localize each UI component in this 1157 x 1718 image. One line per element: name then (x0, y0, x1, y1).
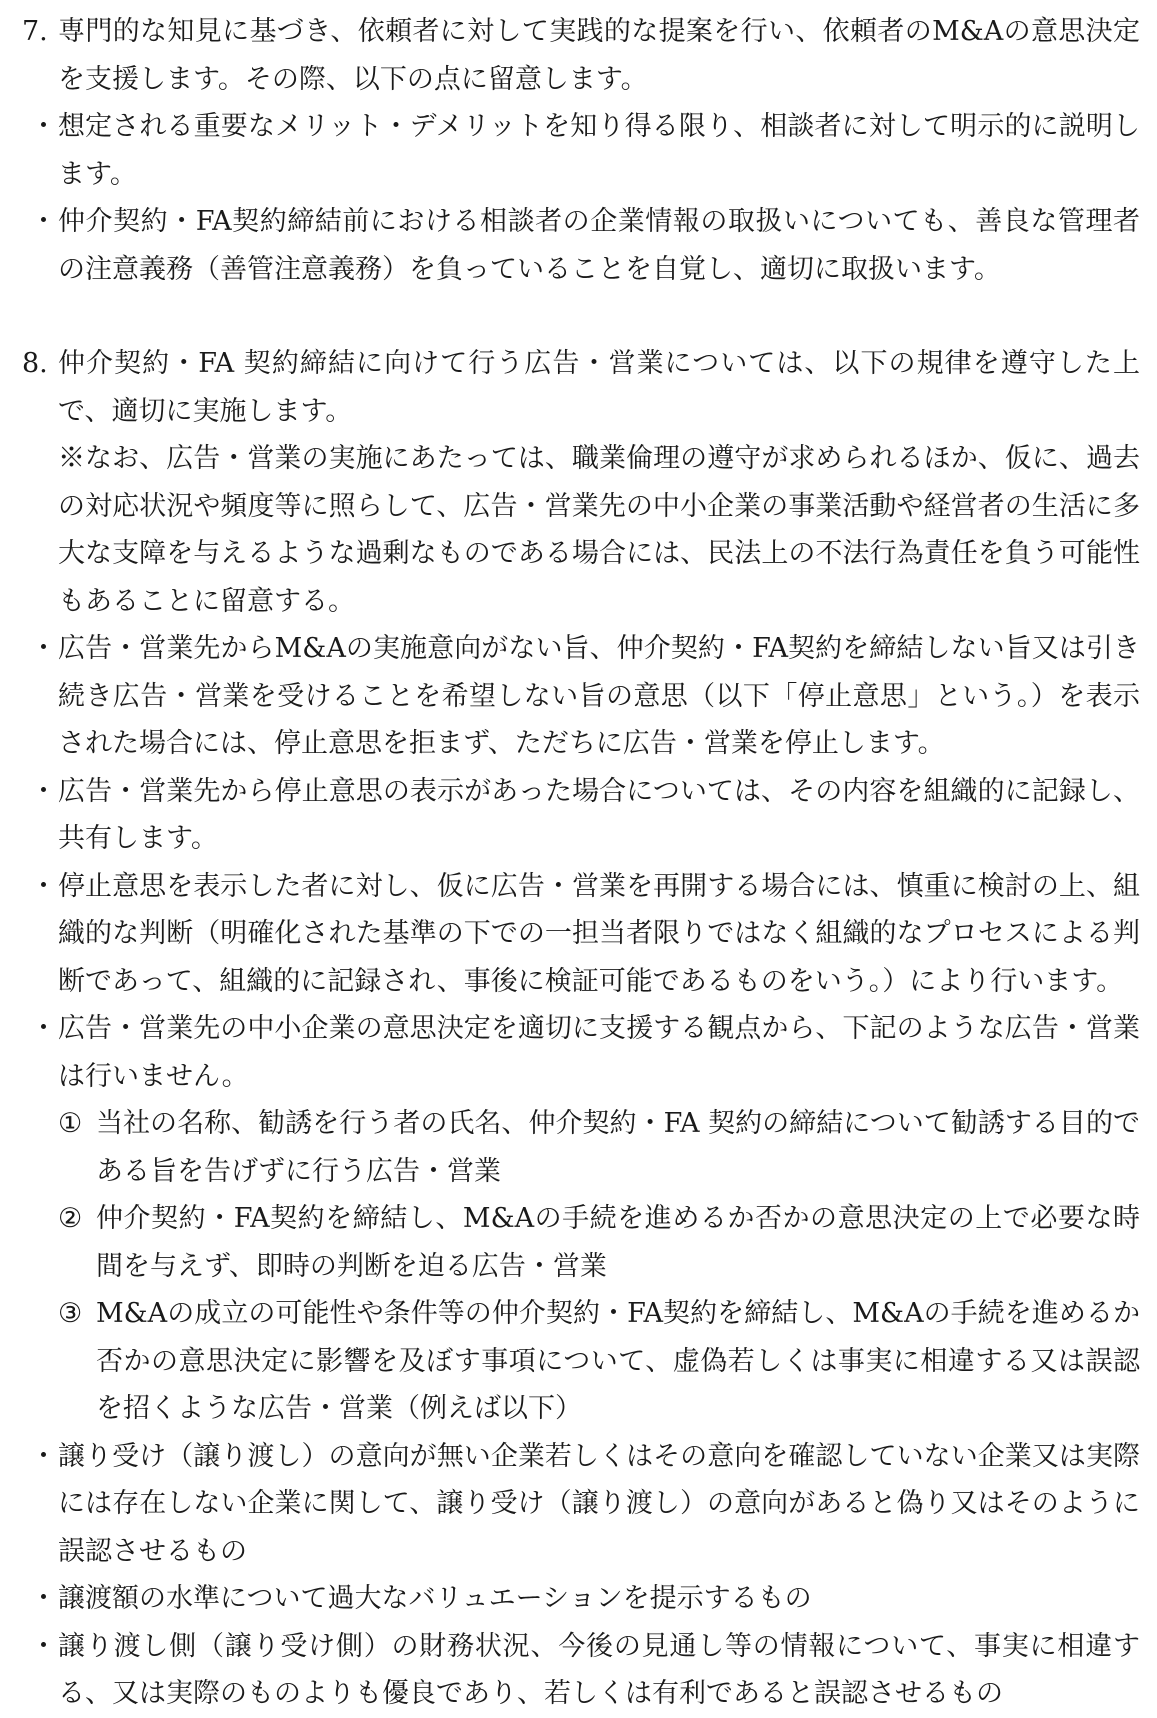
list-item (22, 103, 1140, 198)
bullet-marker: ・ (30, 1013, 57, 1044)
list-item (22, 1005, 1140, 1100)
section-7-heading (22, 8, 1140, 103)
bullet-marker: ・ (30, 870, 57, 902)
sub-item-text: 当社の名称、勧誘を行う者の氏名、仲介契約・FA 契約の締結について勧誘する目的である旨を告げずに行う広告・営業 (96, 1108, 1140, 1187)
list-item-text: 想定される重要なメリット・デメリットを知り得る限り、相談者に対して明示的に説明します。 (58, 111, 1140, 190)
section-8-heading (22, 340, 1140, 435)
list-item-text: 仲介契約・FA契約締結前における相談者の企業情報の取扱いについても、善良な管理者の注意義務（善管注意義務）を負っていることを自覚し、適切に取扱います。 (58, 206, 1140, 285)
list-item-text: 譲渡額の水準について過大なバリュエーションを提示するもの (58, 1583, 812, 1614)
bullet-marker: ・ (30, 206, 57, 237)
list-item (22, 198, 1140, 293)
list-item-text: 広告・営業先からM&Aの実施意向がない旨、仲介契約・FA契約を締結しない旨又は引き続き広告・営業を受けることを希望しない旨の意思（以下「停止意思」という。）を表示された場合には、停止意思を拒まず、ただちに広告・営業を停止します。 (58, 633, 1140, 759)
circled-number: ③ (58, 1298, 83, 1329)
list-item-text: 停止意思を表示した者に対し、仮に広告・営業を再開する場合には、慎重に検討の上、組織的な判断（明確化された基準の下での一担当者限りではなく組織的なプロセスによる判断であって、組織的に記録され、事後に検証可能であるものをいう。）により行います。 (58, 870, 1140, 997)
note-text: ※なお、広告・営業の実施にあたっては、職業倫理の遵守が求められるほか、仮に、過去の対応状況や頻度等に照らして、広告・営業先の中小企業の事業活動や経営者の生活に多大な支障を与えるような過剰なものである場合には、民法上の不法行為責任を負う可能性もあることに留意する。 (58, 443, 1140, 617)
section-number: 8. (22, 348, 48, 379)
circled-number: ① (58, 1108, 83, 1139)
numbered-sub-item (22, 1195, 1140, 1290)
section-number: 7. (22, 16, 48, 47)
list-item (22, 625, 1140, 768)
bullet-marker: ・ (30, 1630, 57, 1662)
bullet-marker: ・ (30, 775, 57, 807)
numbered-sub-item (22, 1100, 1140, 1195)
list-item (22, 1623, 1140, 1718)
list-item-text: 広告・営業先の中小企業の意思決定を適切に支援する観点から、下記のような広告・営業は行いません。 (58, 1013, 1140, 1092)
list-item (22, 1433, 1140, 1576)
sub-item-text: 仲介契約・FA契約を締結し、M&Aの手続を進めるか否かの意思決定の上で必要な時間を与えず、即時の判断を迫る広告・営業 (96, 1203, 1140, 1282)
list-item-text: 譲り受け（譲り渡し）の意向が無い企業若しくはその意向を確認していない企業又は実際には存在しない企業に関して、譲り受け（譲り渡し）の意向があると偽り又はそのように誤認させるもの (58, 1440, 1140, 1567)
sub-item-text: M&Aの成立の可能性や条件等の仲介契約・FA契約を締結し、M&Aの手続を進めるか否かの意思決定に影響を及ぼす事項について、虚偽若しくは事実に相違する又は誤認を招くような広告・営業（例えば以下） (96, 1298, 1140, 1424)
note-paragraph (22, 435, 1140, 625)
numbered-sub-item (22, 1290, 1140, 1433)
circled-number: ② (58, 1203, 83, 1234)
list-item (22, 768, 1140, 863)
section-text: 専門的な知見に基づき、依頼者に対して実践的な提案を行い、依頼者のM&Aの意思決定を支援します。その際、以下の点に留意します。 (58, 16, 1140, 95)
document-page (22, 8, 1140, 1718)
section-text: 仲介契約・FA 契約締結に向けて行う広告・営業については、以下の規律を遵守した上で、適切に実施します。 (58, 348, 1140, 427)
list-item-text: 広告・営業先から停止意思の表示があった場合については、その内容を組織的に記録し、共有します。 (58, 775, 1140, 854)
bullet-marker: ・ (30, 1583, 57, 1614)
bullet-marker: ・ (30, 633, 57, 664)
section-spacer (22, 293, 1140, 340)
bullet-marker: ・ (30, 111, 57, 142)
list-item-text: 譲り渡し側（譲り受け側）の財務状況、今後の見通し等の情報について、事実に相違する、又は実際のものよりも優良であり、若しくは有利であると誤認させるもの (58, 1630, 1140, 1709)
list-item (22, 863, 1140, 1006)
list-item (22, 1575, 1140, 1623)
bullet-marker: ・ (30, 1440, 57, 1472)
